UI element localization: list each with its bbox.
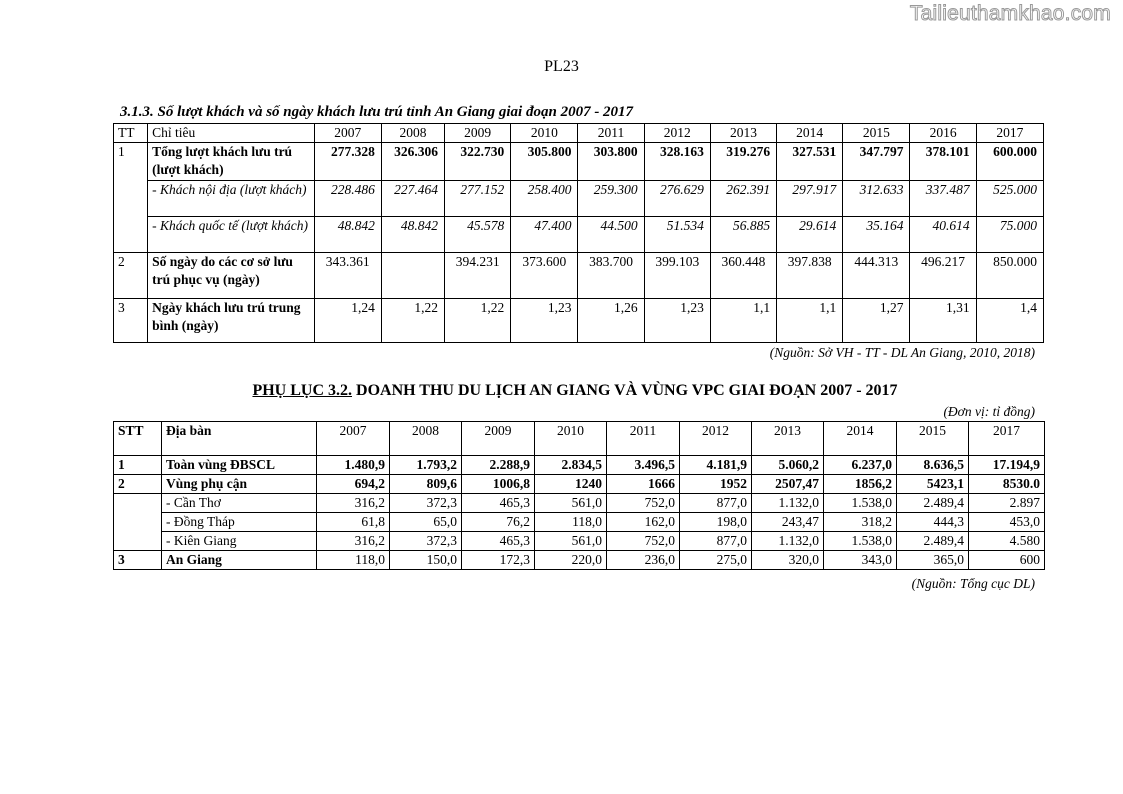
table2-header-cell: 2007 xyxy=(317,422,390,456)
table1-header-cell: TT xyxy=(114,124,148,143)
table1-source: (Nguồn: Sở VH - TT - DL An Giang, 2010, 2018) xyxy=(769,345,1035,360)
table1-value-cell: 259.300 xyxy=(578,181,644,217)
table2-value-cell: 243,47 xyxy=(752,513,824,532)
table2-value-cell: 5423,1 xyxy=(897,475,969,494)
table1-label-cell: - Khách nội địa (lượt khách) xyxy=(148,181,315,217)
table1-value-cell: 276.629 xyxy=(644,181,710,217)
table1-row xyxy=(114,217,1044,253)
table1-value-cell: 48.842 xyxy=(381,217,444,253)
table2-header-cell: 2014 xyxy=(824,422,897,456)
table1-value-cell: 399.103 xyxy=(644,253,710,299)
table2-value-cell: 2.288,9 xyxy=(462,456,535,475)
table2-value-cell: 809,6 xyxy=(390,475,462,494)
table1-value-cell: 35.164 xyxy=(843,217,910,253)
table1-value-cell: 48.842 xyxy=(314,217,381,253)
table1-header-cell: 2009 xyxy=(445,124,511,143)
table2-stt-cell: 3 xyxy=(114,551,162,570)
table2-name-cell: Toàn vùng ĐBSCL xyxy=(162,456,317,475)
table2-value-cell: 8530.0 xyxy=(969,475,1045,494)
table1-value-cell: 1,24 xyxy=(314,299,381,343)
table2-value-cell: 453,0 xyxy=(969,513,1045,532)
table2-header-cell: 2009 xyxy=(462,422,535,456)
table2-header-cell: 2017 xyxy=(969,422,1045,456)
table2-value-cell: 118,0 xyxy=(535,513,607,532)
table2-title xyxy=(0,382,1123,400)
table1-header-cell: 2010 xyxy=(511,124,578,143)
table2-row xyxy=(114,456,1045,475)
table2-value-cell: 752,0 xyxy=(607,532,680,551)
table1-label-cell: - Khách quốc tế (lượt khách) xyxy=(148,217,315,253)
table1-value-cell: 277.328 xyxy=(314,143,381,181)
table1-value-cell: 75.000 xyxy=(976,217,1043,253)
table2-value-cell: 444,3 xyxy=(897,513,969,532)
table2-value-cell: 561,0 xyxy=(535,494,607,513)
table2-value-cell: 600 xyxy=(969,551,1045,570)
table1-value-cell: 228.486 xyxy=(314,181,381,217)
table1-header-cell: 2011 xyxy=(578,124,644,143)
table2-value-cell: 162,0 xyxy=(607,513,680,532)
table1-row xyxy=(114,253,1044,299)
table1-value-cell: 397.838 xyxy=(777,253,843,299)
table1-header-cell: Chỉ tiêu xyxy=(148,124,315,143)
visitors-table xyxy=(113,123,1044,343)
table1-value-cell: 1,1 xyxy=(710,299,776,343)
table1-value-cell: 850.000 xyxy=(976,253,1043,299)
table2-name-cell: - Đồng Tháp xyxy=(162,513,317,532)
table1-title: 3.1.3. Số lượt khách và số ngày khách lưu trú tỉnh An Giang giai đoạn 2007 - 2017 xyxy=(120,104,634,120)
table2-stt-cell: 1 xyxy=(114,456,162,475)
table1-value-cell: 337.487 xyxy=(910,181,976,217)
table1-row xyxy=(114,181,1044,217)
table2-value-cell: 343,0 xyxy=(824,551,897,570)
table1-value-cell: 343.361 xyxy=(314,253,381,299)
table1-value-cell: 56.885 xyxy=(710,217,776,253)
table1-value-cell: 303.800 xyxy=(578,143,644,181)
table2-name-cell: - Kiên Giang xyxy=(162,532,317,551)
table2-value-cell: 561,0 xyxy=(535,532,607,551)
table1-value-cell: 347.797 xyxy=(843,143,910,181)
table2-value-cell: 61,8 xyxy=(317,513,390,532)
table2-value-cell: 4.580 xyxy=(969,532,1045,551)
table2-header-cell: 2008 xyxy=(390,422,462,456)
table2-row xyxy=(114,494,1045,513)
revenue-table xyxy=(113,421,1045,570)
table1-value-cell: 322.730 xyxy=(445,143,511,181)
table1-value-cell: 312.633 xyxy=(843,181,910,217)
table1-value-cell: 383.700 xyxy=(578,253,644,299)
table1-value-cell: 600.000 xyxy=(976,143,1043,181)
table2-value-cell: 316,2 xyxy=(317,494,390,513)
table1-value-cell: 1,4 xyxy=(976,299,1043,343)
table2-value-cell: 877,0 xyxy=(680,532,752,551)
table1-value-cell: 525.000 xyxy=(976,181,1043,217)
table2-value-cell: 198,0 xyxy=(680,513,752,532)
table2-value-cell: 1.132,0 xyxy=(752,494,824,513)
table2-value-cell: 2.489,4 xyxy=(897,532,969,551)
table2-row xyxy=(114,532,1045,551)
table1-value-cell: 1,1 xyxy=(777,299,843,343)
table2-value-cell: 1006,8 xyxy=(462,475,535,494)
table1-label-cell: Tổng lượt khách lưu trú (lượt khách) xyxy=(148,143,315,181)
table2-value-cell: 372,3 xyxy=(390,494,462,513)
table1-value-cell: 227.464 xyxy=(381,181,444,217)
table2-value-cell: 3.496,5 xyxy=(607,456,680,475)
table2-value-cell: 220,0 xyxy=(535,551,607,570)
table1-value-cell: 1,22 xyxy=(445,299,511,343)
table2-header-cell: 2010 xyxy=(535,422,607,456)
table1-header-cell: 2014 xyxy=(777,124,843,143)
table2-value-cell: 2.834,5 xyxy=(535,456,607,475)
table2-name-cell: Vùng phụ cận xyxy=(162,475,317,494)
table1-value-cell: 40.614 xyxy=(910,217,976,253)
table2-value-cell: 1240 xyxy=(535,475,607,494)
table1-value-cell: 51.534 xyxy=(644,217,710,253)
table1-header-cell: 2017 xyxy=(976,124,1043,143)
table2-value-cell: 316,2 xyxy=(317,532,390,551)
table2-value-cell: 5.060,2 xyxy=(752,456,824,475)
table1-row xyxy=(114,299,1044,343)
table2-value-cell: 4.181,9 xyxy=(680,456,752,475)
table2-value-cell: 118,0 xyxy=(317,551,390,570)
table1-value-cell: 373.600 xyxy=(511,253,578,299)
table2-source: (Nguồn: Tổng cục DL) xyxy=(911,576,1035,591)
table1-value-cell: 327.531 xyxy=(777,143,843,181)
table2-value-cell: 1666 xyxy=(607,475,680,494)
table1-value-cell: 360.448 xyxy=(710,253,776,299)
table1-value-cell: 262.391 xyxy=(710,181,776,217)
table1-header-cell: 2013 xyxy=(710,124,776,143)
table1-tt-cell: 2 xyxy=(114,253,148,299)
table1-value-cell: 1,31 xyxy=(910,299,976,343)
table2-header-row xyxy=(114,422,1045,456)
table1-value-cell: 297.917 xyxy=(777,181,843,217)
table2-value-cell: 2.489,4 xyxy=(897,494,969,513)
table1-label-cell: Số ngày do các cơ sở lưu trú phục vụ (ngày) xyxy=(148,253,315,299)
table1-value-cell: 258.400 xyxy=(511,181,578,217)
table1-header-cell: 2008 xyxy=(381,124,444,143)
table1-header-cell: 2007 xyxy=(314,124,381,143)
table2-value-cell: 465,3 xyxy=(462,532,535,551)
table2-value-cell: 1952 xyxy=(680,475,752,494)
table1-label-cell: Ngày khách lưu trú trung bình (ngày) xyxy=(148,299,315,343)
table2-value-cell: 877,0 xyxy=(680,494,752,513)
table2-title-prefix: PHỤ LỤC 3.2. xyxy=(252,382,353,399)
table1-tt-cell: 3 xyxy=(114,299,148,343)
table2-value-cell: 150,0 xyxy=(390,551,462,570)
table2-value-cell: 752,0 xyxy=(607,494,680,513)
table2-row xyxy=(114,551,1045,570)
table2-value-cell: 1.793,2 xyxy=(390,456,462,475)
table1-value-cell: 1,26 xyxy=(578,299,644,343)
table1-value-cell: 47.400 xyxy=(511,217,578,253)
table2-value-cell: 1856,2 xyxy=(824,475,897,494)
table2-value-cell: 8.636,5 xyxy=(897,456,969,475)
table1-value-cell: 496.217 xyxy=(910,253,976,299)
table1-value-cell: 319.276 xyxy=(710,143,776,181)
table1-value-cell: 1,23 xyxy=(644,299,710,343)
table2-value-cell: 2.897 xyxy=(969,494,1045,513)
table2-value-cell: 65,0 xyxy=(390,513,462,532)
table1-value-cell: 44.500 xyxy=(578,217,644,253)
table2-value-cell: 318,2 xyxy=(824,513,897,532)
table1-value-cell: 326.306 xyxy=(381,143,444,181)
table1-value-cell: 394.231 xyxy=(445,253,511,299)
table2-value-cell: 275,0 xyxy=(680,551,752,570)
table2-value-cell: 372,3 xyxy=(390,532,462,551)
table2-title-rest: DOANH THU DU LỊCH AN GIANG VÀ VÙNG VPC GIAI ĐOẠN 2007 - 2017 xyxy=(352,382,898,399)
table1-header-cell: 2016 xyxy=(910,124,976,143)
table2-value-cell: 1.132,0 xyxy=(752,532,824,551)
table1-header-cell: 2015 xyxy=(843,124,910,143)
table1-value-cell: 305.800 xyxy=(511,143,578,181)
table2-name-cell: An Giang xyxy=(162,551,317,570)
table2-value-cell: 1.538,0 xyxy=(824,532,897,551)
table2-header-cell: 2012 xyxy=(680,422,752,456)
table2-name-cell: - Cần Thơ xyxy=(162,494,317,513)
table2-value-cell: 1.480,9 xyxy=(317,456,390,475)
table1-value-cell: 1,23 xyxy=(511,299,578,343)
table2-value-cell: 6.237,0 xyxy=(824,456,897,475)
table2-value-cell: 1.538,0 xyxy=(824,494,897,513)
table1-value-cell: 1,22 xyxy=(381,299,444,343)
table2-stt-cell: 2 xyxy=(114,475,162,494)
table2-value-cell: 76,2 xyxy=(462,513,535,532)
table2-value-cell: 365,0 xyxy=(897,551,969,570)
table2-stt-cell xyxy=(114,494,162,551)
table2-header-cell: 2013 xyxy=(752,422,824,456)
table2-value-cell: 236,0 xyxy=(607,551,680,570)
page-number: PL23 xyxy=(544,58,579,75)
table1-value-cell: 378.101 xyxy=(910,143,976,181)
table2-value-cell: 694,2 xyxy=(317,475,390,494)
table1-value-cell: 277.152 xyxy=(445,181,511,217)
table2-row xyxy=(114,513,1045,532)
table2-header-cell: 2015 xyxy=(897,422,969,456)
table1-tt-cell: 1 xyxy=(114,143,148,253)
table2-value-cell: 465,3 xyxy=(462,494,535,513)
table2-value-cell: 172,3 xyxy=(462,551,535,570)
table2-unit: (Đơn vị: tỉ đồng) xyxy=(943,404,1035,419)
table2-row xyxy=(114,475,1045,494)
table1-header-cell: 2012 xyxy=(644,124,710,143)
table1-value-cell: 328.163 xyxy=(644,143,710,181)
table2-value-cell: 2507,47 xyxy=(752,475,824,494)
table2-header-cell: Địa bàn xyxy=(162,422,317,456)
table2-value-cell: 320,0 xyxy=(752,551,824,570)
table2-value-cell: 17.194,9 xyxy=(969,456,1045,475)
table2-header-cell: 2011 xyxy=(607,422,680,456)
watermark: Tailieuthamkhao.com xyxy=(909,2,1111,25)
table1-value-cell: 45.578 xyxy=(445,217,511,253)
table1-value-cell: 1,27 xyxy=(843,299,910,343)
table1-value-cell: 29.614 xyxy=(777,217,843,253)
table1-value-cell xyxy=(381,253,444,299)
table1-header-row xyxy=(114,124,1044,143)
table1-value-cell: 444.313 xyxy=(843,253,910,299)
table2-header-cell: STT xyxy=(114,422,162,456)
table1-row xyxy=(114,143,1044,181)
